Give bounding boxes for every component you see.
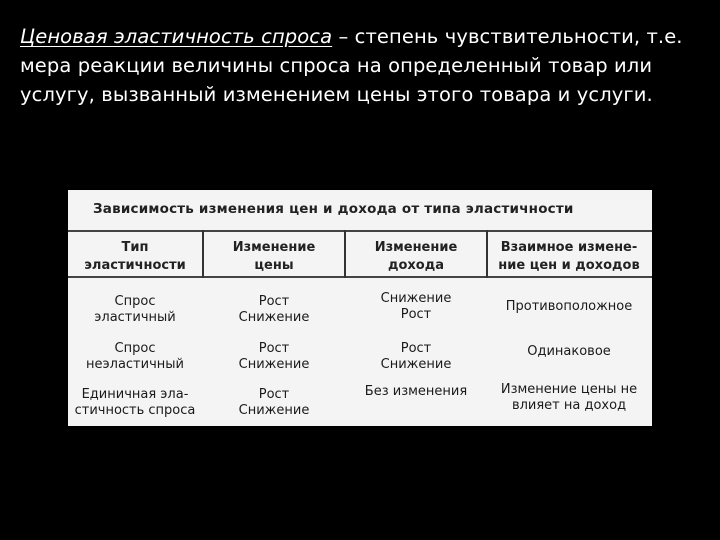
table-cell: Спрос эластичный xyxy=(94,294,176,325)
definition-text: – степень чувствительности, т.е. мера реакции величины спроса на определенный товар или услугу, вызванный изменением цены этого товара и услуги. xyxy=(20,25,683,106)
table-cell: Без изменения xyxy=(364,384,468,399)
table-cell: Одинаковое xyxy=(527,344,611,359)
table-cell: Спрос неэластичный xyxy=(86,341,184,372)
header-income-change: Изменение дохода xyxy=(374,240,458,273)
header-type: Тип эластичности xyxy=(84,240,186,273)
table-cell: Рост Снижение xyxy=(238,294,310,325)
definition-term: Ценовая эластичность спроса xyxy=(20,25,333,48)
table-top-rule xyxy=(68,230,652,232)
table-cell: Рост Снижение xyxy=(380,341,452,372)
header-price-change: Изменение цены xyxy=(232,240,316,273)
header-mutual-change: Взаимное измене- ние цен и доходов xyxy=(498,240,640,273)
table-cell: Снижение Рост xyxy=(380,291,452,322)
table-cell: Рост Снижение xyxy=(238,341,310,372)
elasticity-table-image xyxy=(68,190,652,426)
table-title: Зависимость изменения цен и дохода от типа эластичности xyxy=(93,201,574,217)
table-cell: Противоположное xyxy=(505,299,633,314)
definition-paragraph xyxy=(20,22,700,109)
table-cell: Рост Снижение xyxy=(238,387,310,418)
table-header-rule xyxy=(68,276,652,278)
table-cell: Изменение цены не влияет на доход xyxy=(500,382,638,413)
table-cell: Единичная эла- стичность спроса xyxy=(74,387,196,418)
